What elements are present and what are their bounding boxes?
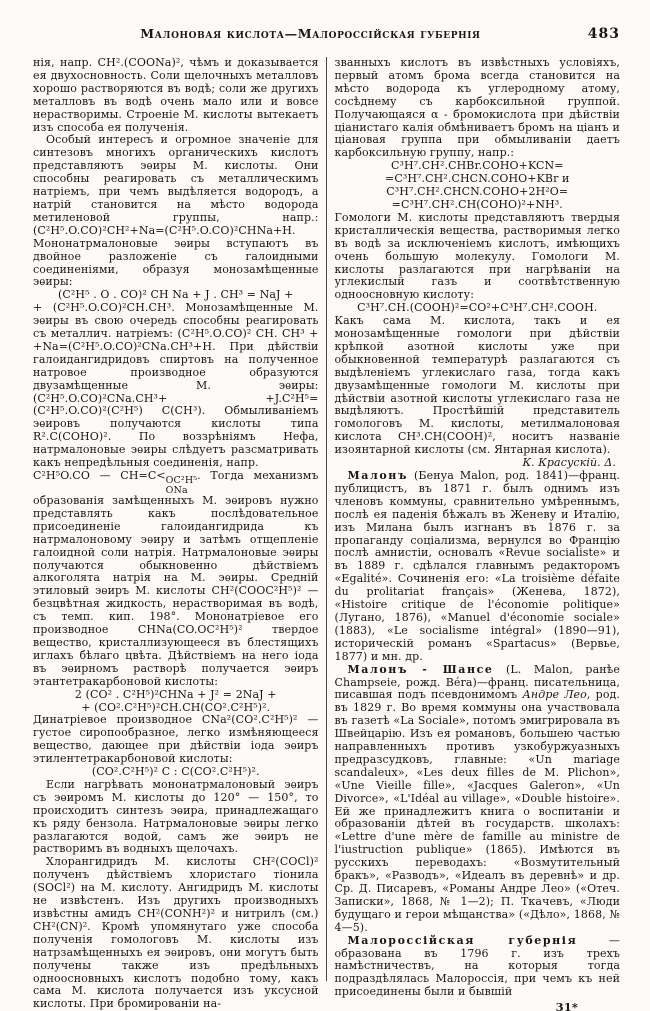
paragraph-neff-mechanism <box>33 470 319 689</box>
formula-ethanetetracarboxylic-2: + (CO².C²H⁵)²CH.CH(CO².C²H⁵)². <box>81 700 271 714</box>
right-column <box>327 56 621 1011</box>
article-malon-chanse <box>335 664 621 935</box>
formula-ethanetetracarboxylic-1: 2 (CO² . C²H⁵)²CHNa + J² = 2NaJ + <box>74 687 277 701</box>
formula-cyanide-4: =C³H⁷.CH².CH(COHO)²+NH³. <box>391 197 563 211</box>
article-malorossiya <box>335 935 621 1000</box>
running-head <box>33 26 620 44</box>
article-headword-malon: Малонъ <box>347 469 408 482</box>
paragraph-disodium-derivative: Динатріевое производное CNa²(CO².C²H⁵)² — густое сиропообразное, легко измѣняющееся вещество, дающее при дѣйствіи іода эѳиръ этилентетракарбоновой кислоты: <box>33 713 319 766</box>
paragraph-neff-continuation: . Тогда механизмъ образованія замѣщенныхъ М. эѳировъ нужно представлять какъ послѣдовательное присоединеніе галоидангидрида къ натрмалоновому эѳиру и затѣмъ отщепленіе галоидной соли натрія. Натрмалоновые эѳиры получаются обыкновенно дѣйствіемъ алкоголята натрія на М. эѳиры. Средній этиловый эѳиръ М. кислоты CH²(COOC²H⁵)² — безцвѣтная жидкость, нерастворимая въ водѣ, съ темп. кип. 198°. Мононатріевое его производное CHNa(CO.OC²H⁵)² твердое вещество, кристаллизующееся въ блестящихъ иглахъ бѣлаго цвѣта. Дѣйствіемъ на него іода въ эѳирномъ растворѣ получается эѳиръ этантетракарбоновой кислоты: <box>33 469 319 688</box>
pseudonym-andre-leo: Андре Лео <box>522 688 587 702</box>
running-head-title: Малоновая кислота—Малороссійская губернія <box>140 26 481 41</box>
printers-signature-mark: 31* <box>555 1000 578 1011</box>
formula-neff-bottom: ONa <box>165 484 188 496</box>
formula-cyanide-2: =C³H⁷.CH².CHCN.COHO+KBr и <box>385 172 570 186</box>
formula-monosodium-ether: (C²H⁵ . O . CO)² CH Na + J . CH³ = NaJ + <box>58 288 294 302</box>
formula-cyanide-1: C³H⁷.CH².CHBr.COHO+KCN= <box>390 159 564 173</box>
paragraph-bromination: званныхъ кислотъ въ извѣстныхъ условіяхъ, первый атомъ брома всегда становится на мѣсто водорода къ углеродному атому, сосѣднему съ карбоксильной группой. Получающаяся α - бромокислота при дѣйствіи ціанистаго калія обмѣниваетъ бромъ на ціанъ и ціановая группа при обмыливаніи даетъ карбоксильную группу, напр.: <box>334 56 620 160</box>
paragraph-malonic-ethers: Особый интересъ и огромное значеніе для синтезовъ многихъ органическихъ кислотъ представляютъ эѳиры М. кислоты. Они способны реагировать съ металлическимъ натріемъ, при чемъ выдѣляется водородъ, а натрій становится на мѣсто водорода метиленовой группы, напр.: (C²H⁵.O.CO)²CH²+Na=(C²H⁵.O.CO)²CHNa+H. Мононатрмалоновые эѳиры вступаютъ въ двойное разложеніе съ галоидными соединеніями, образуя монозамѣщенные эѳиры: <box>33 133 319 289</box>
article-body-malon-chanse-2: , род. въ 1829 г. Во время коммуны она участвовала въ газетѣ «La Sociale», потомъ эмигрировала въ Швейцарію. Изъ ея романовъ, большею частью направленныхъ противъ узкобуржуазныхъ предразсудковъ, главные: «Un mariage scandaleux», «Les deux filles de M. Plichon», «Une Vieille fille», «Jacques Galeron», «Un Divorce», «L'Idéal au village», «Double histoire». Ей же принадлежитъ книга о воспитаніи и образованіи дѣтей въ государств. школахъ: «Lettre d'une mère de famille au ministre de l'iustruction publique» (1865). Имѣются въ русскихъ переводахъ: «Возмутительный бракъ», «Разводъ», «Идеалъ въ деревнѣ» и др. Ср. Д. Писаревъ, «Романы Андре Лео» («Отеч. Записки», 1868, № 1—2); П. Ткачевъ, «Люди будущаго и герои мѣщанства» («Дѣло», 1868, № 4—5). <box>334 688 621 934</box>
formula-neff-stack <box>166 476 197 495</box>
formula-cyanide-3: C³H⁷.CH².CHCN.COHO+2H²O= <box>386 185 569 199</box>
paragraph-monosubstituted-ethers: + (C²H⁵.O.CO)²CH.CH³. Монозамѣщенные М. эѳиры въ свою очередь способны реагировать съ металлич. натріемъ: (C²H⁵.O.CO)² CH. CH³ + +Na=(C²H⁵.O.CO)²CNa.CH³+H. При дѣйствіи галоидангидридовъ спиртовъ на полученное натровое производное образуются двузамѣщенные М. эѳиры: (C²H⁵.O.CO)²CNa.CH³+ +J.C²H⁵=(C²H⁵.O.CO)²(C²H⁵) C(CH³). Обмыливаніемъ эѳировъ получаются кислоты типа R².C(COHO)². По воззрѣніямъ Нефа, натрмалоновые эѳиры слѣдуетъ разсматривать какъ непредѣльныя соединенія, напр. <box>33 301 319 470</box>
paragraph-acid-chloride: Хлорангидридъ М. кислоты CH²(COCl)² полученъ дѣйствіемъ хлористаго тіонила (SOCl²) на М. кислоту. Ангидридъ М. кислоты не извѣстенъ. Изъ другихъ производныхъ извѣстны амидъ CH²(CONH²)² и нитрилъ (см.) CH²(CN)². Кромѣ упомянутаго уже способа полученія гомологовъ М. кислоты изъ натрзамѣщенныхъ ея эѳировъ, они могутъ быть получены также изъ предѣльныхъ одноосновныхъ кислотъ подобно тому, какъ сама М. кислота получается изъ уксусной кислоты. При бромированіи на- <box>33 855 319 1011</box>
article-headword-malorossiya: Малороссійская губернія <box>347 933 578 947</box>
formula-ethylenetetracarboxylic: (CO².C²H⁵)² C : C(CO².C²H⁵)². <box>91 765 260 779</box>
article-body-malon: (Бенуа Malon, род. 1841)—франц. публицистъ, въ 1871 г. былъ однимъ изъ членовъ коммуны, сравнительно умѣреннымъ, послѣ ея паденія бѣжалъ въ Женеву и Италію, изъ Милана былъ изгнанъ въ 1876 г. за пропаганду соціализма, вернулся во Францію послѣ амнистіи, основалъ «Revue socialiste» и въ 1889 г. сдѣлался главнымъ редакторомъ «Egalité». Сочиненія его: «La troisième défaite du prolitariat français» (Женева, 1872), «Histoire critique de l'économie politique» (Лугано, 1876), «Manuel d'économie sociale» (1883), «Le socialisme intégral» (1890—91), историческій романъ «Spartacus» (Вервье, 1877) и мн. др. <box>334 469 620 663</box>
article-body-malorossiya: — образована въ 1796 г. изъ трехъ намѣстничествъ, на которыя тогда подраздѣлялась Малороссія, при чемъ къ ней присоединены были и бывшій <box>334 933 620 999</box>
author-signature: К. Красускій. Δ. <box>522 456 616 470</box>
paragraph-malonic-salts: нія, напр. CH².(COONa)², чѣмъ и доказывается ея двухосновность. Соли щелочныхъ металловъ хорошо растворяются въ водѣ; соли же другихъ металловъ въ водѣ очень мало или и вовсе нерастворимы. Строеніе М. кислоты вытекаетъ изъ способа ея полученія. <box>33 56 319 134</box>
paragraph-homologs: Гомологи М. кислоты представляютъ твердыя кристаллическія вещества, растворимыя легко въ водѣ за исключеніемъ кислотъ, имѣющихъ очень большую молекулу. Гомологи М. кислоты разлагаются при нагрѣваніи на углекислый газъ и соотвѣтственную одноосновную кислоту: <box>334 210 620 302</box>
page-body <box>33 56 621 1011</box>
article-malon <box>335 470 621 664</box>
article-headword-malon-chanse: Малонъ - Шансе <box>347 662 494 676</box>
formula-neff-top: OC²H⁵ <box>165 475 198 486</box>
page-number: 483 <box>587 26 620 42</box>
formula-decomposition: C³H⁷.CH.(COOH)²=CO²+C³H⁷.CH².COOH. <box>357 301 598 315</box>
article-body-malon-chanse-1: (L. Malon, ранѣе Champseie, рожд. Béra)—франц. писательница, писавшая подъ псевдонимомъ <box>334 662 620 702</box>
left-column <box>33 56 327 1011</box>
paragraph-heating-synthesis: Если нагрѣвать мононатрмалоновый эѳиръ съ эѳиромъ М. кислоты до 120° — 150°, то происходитъ синтезъ эѳира, принадлежащаго къ ряду бензола. Натрмалоновые эѳиры легко разлагаются водой, самъ же эѳиръ не растворимъ въ водныхъ щелочахъ. <box>33 777 319 856</box>
paragraph-nitric-acid: Какъ сама М. кислота, такъ и ея монозамѣщенные гомологи при дѣйствіи крѣпкой азотной кислоты уже при обыкновенной температурѣ разлагаются съ выдѣленіемъ углекислаго газа, тогда какъ двузамѣщенные гомологи М. кислоты при дѣйствіи азотной кислоты углекислаго газа не выдѣляютъ. Простѣйшій представитель гомологовъ М. кислоты, метилмалоновая кислота CH³.CH(COOH)², носитъ названіе изоянтарной кислоты (см. Янтарная кислота). <box>334 314 620 457</box>
formula-neff-prefix: C²H⁵O.CO — CH=C< <box>33 469 166 482</box>
